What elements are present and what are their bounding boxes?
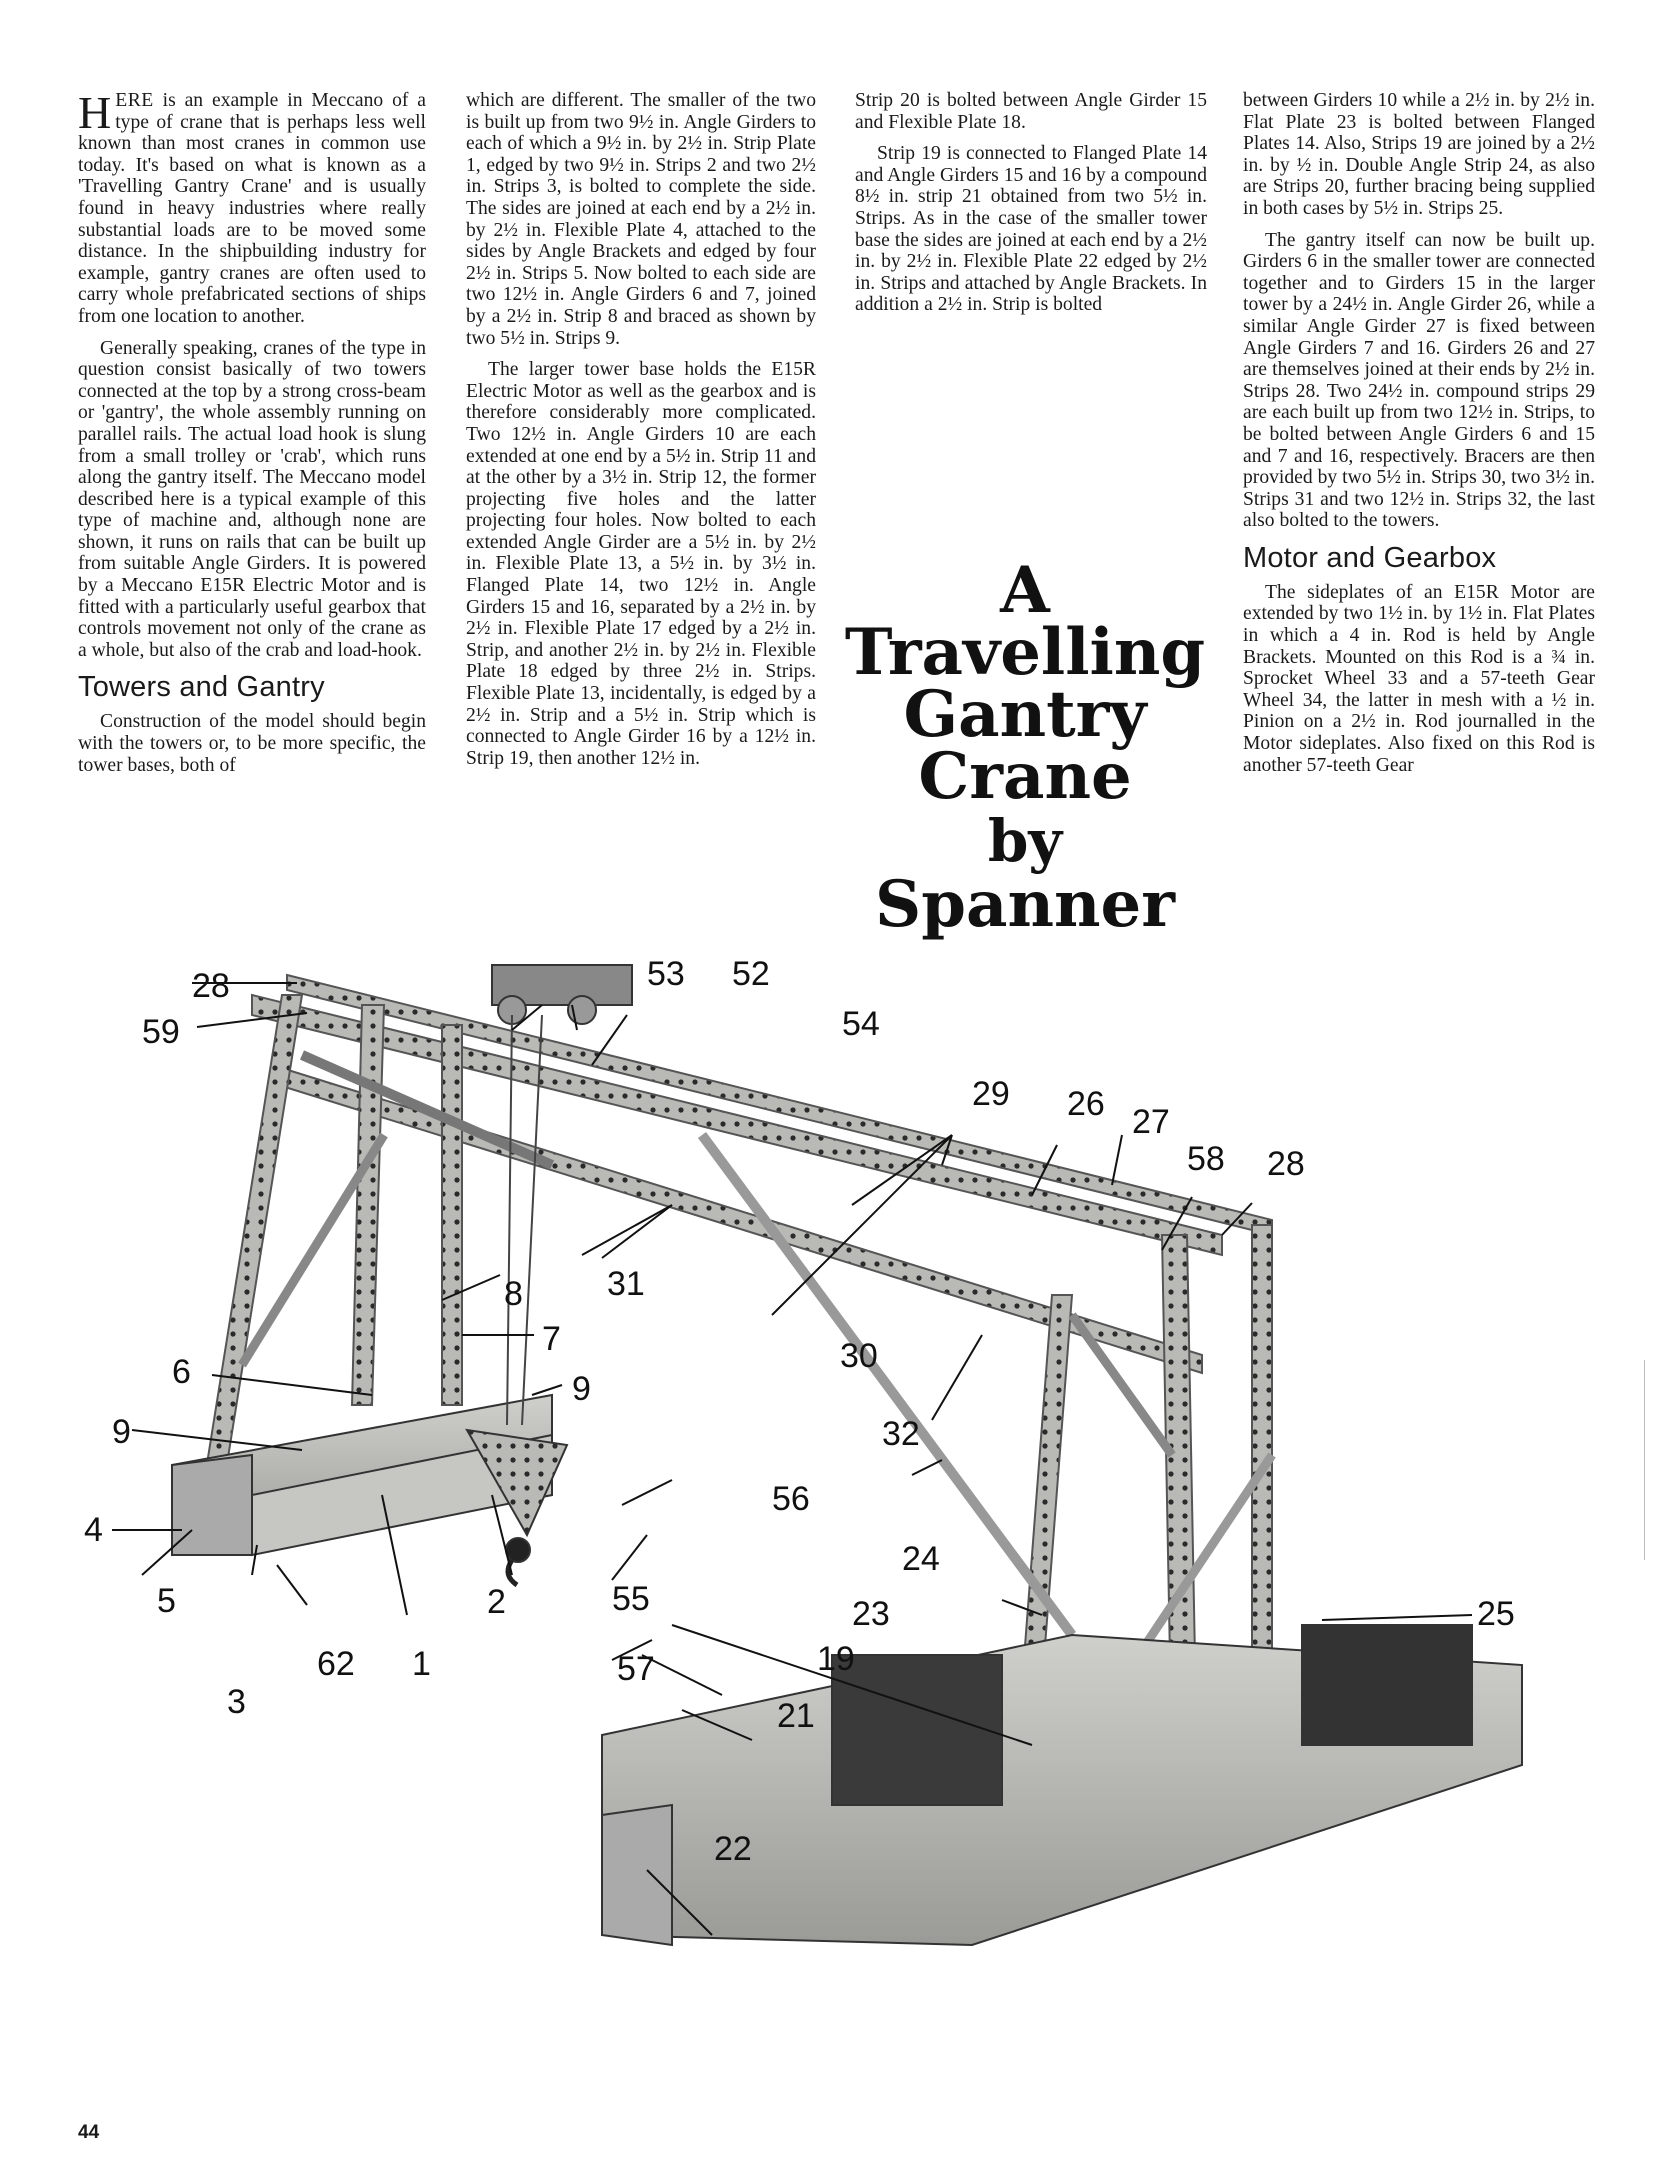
title-line: Travelling: [844, 615, 1206, 690]
callout-label-27: 27: [1132, 1103, 1170, 1141]
callout-label-57: 57: [617, 1650, 655, 1688]
paragraph: Generally speaking, cranes of the type in question consist basically of two towers connected at the top by a strong cross-beam or 'gantry', the whole assembly running on parallel rails. The actual load hook is slung from a small trolley or 'crab', which runs along the gantry itself. The Meccano model described here is a typical example of this type of machine and, although none are shown, it runs on rails that can be built up from suitable Angle Girders. It is powered by a Meccano E15R Electric Motor and is fitted with a particularly useful gearbox that controls movement not only of the crane as a whole, but also of the crab and load-hook.: [78, 337, 426, 661]
paragraph: The gantry itself can now be built up. Girders 6 in the smaller tower are connected together and to Girders 15 in the larger tower by a 24½ in. Angle Girder 26, while a similar Angle Girder 27 is fixed between Angle Girders 7 and 16. Girders 26 and 27 are themselves joined at their ends by 2½ in. Strips 28. Two 24½ in. compound strips 29 are each built up from two 12½ in. Strips, to be bolted between Angle Girders 6 and 15 and 7 and 16, respectively. Bracers are then provided by two 5½ in. Strips 30, two 3½ in. Strips 31 and two 12½ in. Strips 32, the last also bolted to the towers.: [1243, 229, 1595, 532]
callout-label-22: 22: [714, 1830, 752, 1868]
title-line: Gantry: [903, 677, 1147, 752]
paragraph: Strip 20 is bolted between Angle Girder 15 and Flexible Plate 18.: [855, 90, 1207, 133]
callout-label-6: 6: [172, 1353, 191, 1391]
article-column-1: [78, 87, 426, 786]
callout-label-26: 26: [1067, 1085, 1105, 1123]
callout-label-24: 24: [902, 1540, 940, 1578]
intro-caps: ERE: [115, 90, 154, 111]
callout-label-54: 54: [842, 1005, 880, 1043]
callout-label-9: 9: [112, 1413, 131, 1451]
large-tower-base: [602, 1625, 1522, 1945]
article-column-4: [1243, 90, 1595, 786]
article-title: [840, 553, 1210, 942]
drop-cap: H: [78, 87, 112, 138]
callout-label-62: 62: [317, 1645, 355, 1683]
callout-label-1: 1: [412, 1645, 431, 1683]
title-line: Crane: [918, 739, 1132, 814]
paragraph: Construction of the model should begin with the towers or, to be more specific, the tower bases, both of: [78, 711, 426, 776]
callout-label-2: 2: [487, 1583, 506, 1621]
callout-label-28: 28: [192, 967, 230, 1005]
callout-label-56: 56: [772, 1480, 810, 1518]
callout-label-5: 5: [157, 1582, 176, 1620]
paragraph: The sideplates of an E15R Motor are extended by two 1½ in. by 1½ in. Flat Plates in which a 4 in. Rod is held by Angle Brackets. Mounted on this Rod is a ¾ in. Sprocket Wheel 33 and a 57-teeth Gear Wheel 34, the latter in mesh with a ½ in. Pinion on a 2½ in. Rod journalled in the Motor sideplates. Also fixed on this Rod is another 57-teeth Gear: [1243, 581, 1595, 776]
article-column-3: [855, 90, 1207, 326]
callout-label-58: 58: [1187, 1140, 1225, 1178]
page-number: 44: [78, 2122, 100, 2143]
gantry-beam: [252, 975, 1272, 1373]
intro-paragraph: [78, 87, 426, 328]
callout-label-31: 31: [607, 1265, 645, 1303]
callout-label-4: 4: [84, 1511, 103, 1549]
intro-text: is an example in Meccano of a type of crane that is perhaps less well known than most cranes in common use today. It's based on what is known as a 'Travelling Gantry Crane' and is usually found in heavy industries where really substantial loads are to be moved some distance. In the shipbuilding industry for example, gantry cranes are often used to carry whole prefabricated sections of ships from one location to another.: [78, 90, 426, 327]
callout-label-9: 9: [572, 1370, 591, 1408]
callout-label-25: 25: [1477, 1595, 1515, 1633]
title-line: Spanner: [875, 867, 1175, 942]
callout-label-52: 52: [732, 955, 770, 993]
callout-label-29: 29: [972, 1075, 1010, 1113]
callout-label-7: 7: [542, 1320, 561, 1358]
section-heading-motor: Motor and Gearbox: [1243, 541, 1497, 574]
callout-label-8: 8: [504, 1275, 523, 1313]
paragraph: between Girders 10 while a 2½ in. by 2½ in. Flat Plate 23 is bolted between Flanged Plates 14. Also, Strips 19 are joined by a 2½ in. by ½ in. Double Angle Strip 24, as also are Strips 20, further bracing being supplied in both cases by 5½ in. Strips 25.: [1243, 90, 1595, 219]
section-heading-towers: Towers and Gantry: [78, 671, 325, 704]
callout-label-23: 23: [852, 1595, 890, 1633]
callout-label-28: 28: [1267, 1145, 1305, 1183]
callout-label-59: 59: [142, 1013, 180, 1051]
title-line: by: [987, 807, 1063, 875]
callout-label-19: 19: [817, 1640, 855, 1678]
callout-label-30: 30: [840, 1337, 878, 1375]
callout-label-21: 21: [777, 1697, 815, 1735]
title-line: A: [1000, 553, 1050, 628]
paragraph: Strip 19 is connected to Flanged Plate 14 and Angle Girders 15 and 16 by a compound 8½ in. strip 21 obtained from two 5½ in. Strips. As in the case of the smaller tower base the sides are joined at each end by a 2½ in. by 2½ in. Flexible Plate 22 edged by 2½ in. Strips and attached by Angle Brackets. In addition a 2½ in. Strip is bolted: [855, 143, 1207, 316]
callout-label-53: 53: [647, 955, 685, 993]
page-edge: [1644, 1360, 1655, 1560]
callout-label-3: 3: [227, 1683, 246, 1721]
article-column-2: [466, 90, 816, 779]
crane-model-photo: [72, 935, 1642, 2075]
paragraph: which are different. The smaller of the two is built up from two 9½ in. Angle Girders to each of which a 9½ in. by 2½ in. Strip Plate 1, edged by two 9½ in. Strips 2 and two 2½ in. Strips 3, is bolted to complete the side. The sides are joined at each end by a 2½ in. by 2½ in. Flexible Plate 4, attached to the sides by Angle Brackets and edged by four 2½ in. Strips 5. Now bolted to each side are two 12½ in. Angle Girders 6 and 7, joined by a 2½ in. Strip 8 and braced as shown by two 5½ in. Strips 9.: [466, 90, 816, 349]
paragraph: The larger tower base holds the E15R Electric Motor as well as the gearbox and is therefore considerably more complicated. Two 12½ in. Angle Girders 10 are each extended at one end by a 5½ in. Strip 11 and at the other by a 3½ in. Strip 12, the former projecting five holes and the latter projecting four holes. Now bolted to each extended Angle Girder are a 5½ in. by 2½ in. Flexible Plate 13, a 5½ in. by 3½ in. Flanged Plate 14, two 12½ in. Angle Girders 15 and 16, separated by a 2½ in. by 2½ in. Flexible Plate 17 edged by a 2½ in. Strip, and another 2½ in. by 2½ in. Flexible Plate 18 edged by three 2½ in. Strips. Flexible Plate 13, incidentally, is edged by a 2½ in. Strip and a 5½ in. Strip which is connected to Angle Girder 16 by a 12½ in. Strip 19, then another 12½ in.: [466, 359, 816, 769]
callout-label-55: 55: [612, 1580, 650, 1618]
callout-label-32: 32: [882, 1415, 920, 1453]
